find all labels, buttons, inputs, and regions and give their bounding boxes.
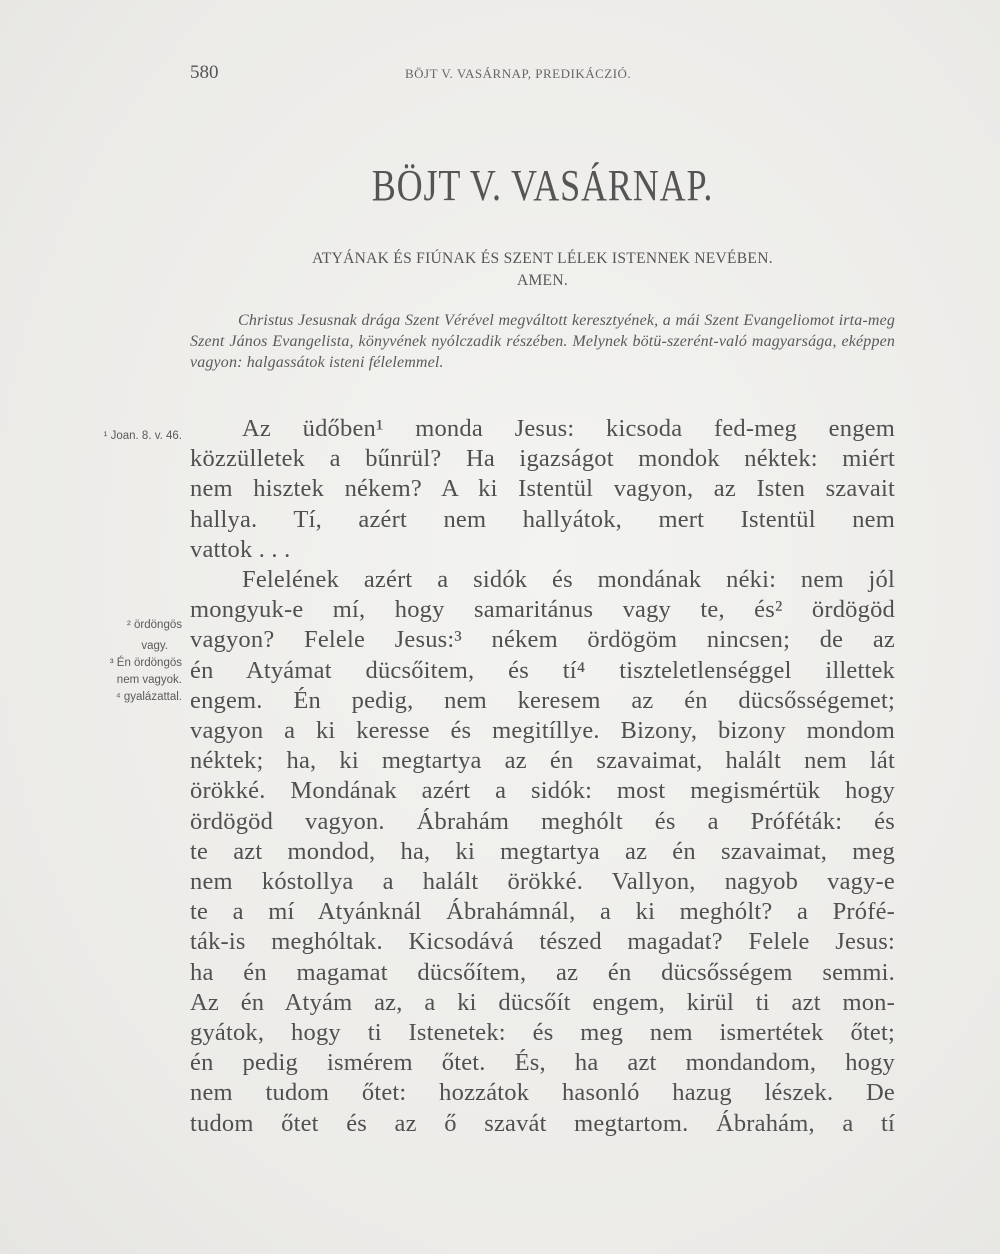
- text-line: te a mí Atyánknál Ábrahámnál, a ki meghólt? a Prófé-: [190, 898, 895, 926]
- text-line: mongyuk-e mí, hogy samaritánus vagy te, és² ördögöd: [190, 596, 895, 624]
- text-line: vagyon a ki keresse és megitíllye. Bizony, bizony mondom: [190, 717, 895, 745]
- text-line: ördögöd vagyon. Ábrahám meghólt és a Próféták: és: [190, 807, 895, 835]
- invocation-line-2: AMEN.: [516, 272, 568, 289]
- margin-note-1: ¹ Joan. 8. v. 46.: [103, 430, 182, 442]
- margin-note-2b: vagy.: [141, 640, 168, 652]
- paragraph-2: [190, 565, 895, 1139]
- margin-note-2a: ² ördöngös: [127, 619, 182, 631]
- text-line: nem hisztek nékem? A ki Istentül vagyon, az Isten szavait: [190, 475, 895, 503]
- text-line: ták-is meghóltak. Kicsodává tészed magadat? Felele Jesus:: [190, 928, 895, 956]
- text-line: én pedig ismérem őtet. És, ha azt mondandom, hogy: [190, 1049, 895, 1077]
- text-line: gyátok, hogy ti Istenetek: és meg nem ismertétek őtet;: [190, 1019, 895, 1047]
- page-header: [190, 62, 895, 86]
- margin-note-3a: ³ Én ördöngös: [109, 657, 182, 669]
- text-line: vagyon? Felele Jesus:³ nékem ördögöm nincsen; de az: [190, 626, 895, 654]
- text-line: vattok . . .: [190, 535, 291, 563]
- text-line: Az én Atyám az, a ki dücsőít engem, kirül ti azt mon-: [190, 988, 895, 1016]
- text-line: közzülletek a bűnrül? Ha igazságot mondok néktek: miért: [190, 445, 895, 473]
- text-line: Az üdőben¹ monda Jesus: kicsoda fed-meg engem: [242, 415, 895, 442]
- text-line: Felelének azért a sidók és mondának néki: nem jól: [242, 566, 895, 594]
- gospel-text: [190, 414, 895, 1139]
- text-line: tudom őtet és az ő szavát megtartom. Ábrahám, a tí: [190, 1109, 895, 1137]
- margin-note-4: ⁴ gyalázattal.: [115, 691, 182, 703]
- text-line: te azt mondod, ha, ki megtartya az én szavaimat, meg: [190, 837, 895, 865]
- text-line: engem. Én pedig, nem keresem az én dücsősségemet;: [190, 686, 895, 714]
- paragraph-1: [190, 414, 895, 565]
- text-line: én Atyámat dücsőitem, és tí⁴ tiszteletlenséggel illettek: [190, 656, 895, 684]
- margin-note-3b: nem vagyok.: [116, 674, 182, 686]
- text-line: nem tudom őtet: hozzátok hasonló hazug lészek. De: [190, 1079, 895, 1107]
- invocation: [190, 248, 895, 292]
- text-line: nem kóstollya a halált örökké. Vallyon, nagyob vagy-e: [190, 868, 895, 896]
- text-line: ha én magamat dücsőítem, az én dücsősségem semmi.: [190, 958, 895, 986]
- invocation-line-1: ATYÁNAK ÉS FIÚNAK ÉS SZENT LÉLEK ISTENNEK NEVÉBEN.: [312, 250, 773, 267]
- sermon-title: BÖJT V. VASÁRNAP.: [371, 161, 714, 210]
- text-line: néktek; ha, ki megtartya az én szavaimat, halált nem lát: [190, 747, 895, 775]
- intro-paragraph: Christus Jesusnak drága Szent Vérével megváltott keresztyének, a mái Szent Evangeliomot irta-meg Szent János Evangelista, könyvének nyólczadik részében. Melynek bötü-szerént-való magyarsága, eképpen vagyon: halgassátok isteni félelemmel.: [190, 312, 895, 371]
- running-head: BÖJT V. VASÁRNAP, PREDIKÁCZIÓ.: [405, 66, 632, 81]
- page-number: 580: [190, 62, 219, 83]
- text-line: örökké. Mondának azért a sidók: most megismértük hogy: [190, 777, 895, 805]
- text-line: hallya. Tí, azért nem hallyátok, mert Istentül nem: [190, 505, 895, 533]
